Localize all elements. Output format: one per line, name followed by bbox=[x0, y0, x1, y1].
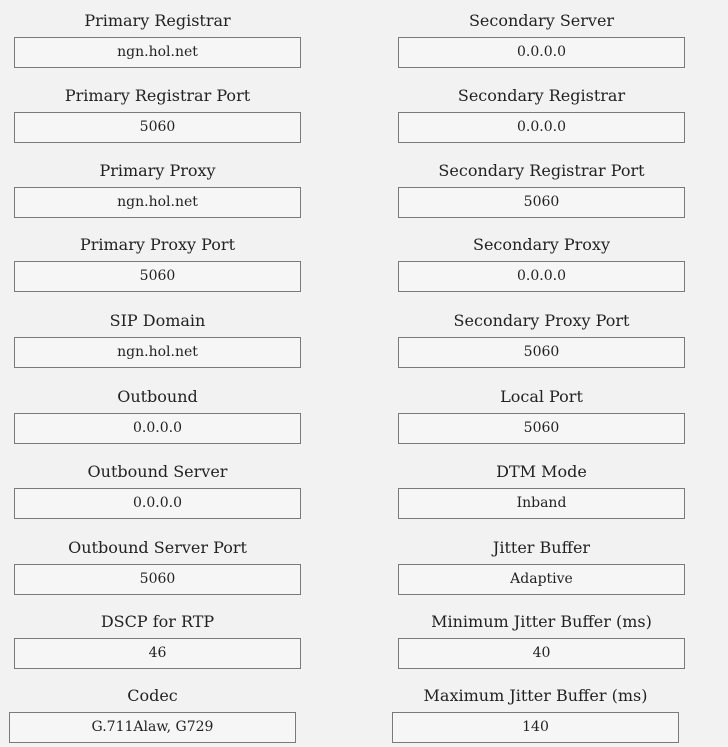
outbound-server-field bbox=[14, 461, 301, 525]
dscp-rtp-field bbox=[14, 611, 301, 675]
secondary-registrar-port-field bbox=[398, 160, 685, 224]
minimum-jitter-buffer-input[interactable]: 40 bbox=[398, 638, 685, 669]
secondary-proxy-input[interactable]: 0.0.0.0 bbox=[398, 261, 685, 292]
jitter-buffer-input[interactable]: Adaptive bbox=[398, 564, 685, 595]
primary-registrar-port-field bbox=[14, 85, 301, 149]
field-label: Codec bbox=[127, 686, 178, 705]
dscp-rtp-input[interactable]: 46 bbox=[14, 638, 301, 669]
secondary-proxy-port-input[interactable]: 5060 bbox=[398, 337, 685, 368]
field-label: Jitter Buffer bbox=[492, 538, 591, 557]
field-label: DSCP for RTP bbox=[100, 612, 215, 631]
primary-registrar-port-input[interactable]: 5060 bbox=[14, 112, 301, 143]
outbound-field bbox=[14, 386, 301, 450]
codec-input[interactable]: G.711Alaw, G729 bbox=[9, 712, 296, 743]
field-label: Secondary Registrar bbox=[457, 86, 626, 105]
field-label: Minimum Jitter Buffer (ms) bbox=[431, 612, 652, 631]
local-port-field bbox=[398, 386, 685, 450]
field-label: Primary Registrar Port bbox=[64, 86, 251, 105]
field-label: Outbound Server Port bbox=[68, 538, 247, 557]
field-label: Secondary Server bbox=[468, 11, 615, 30]
sip-domain-input[interactable]: ngn.hol.net bbox=[14, 337, 301, 368]
secondary-registrar-field bbox=[398, 85, 685, 149]
field-label: Primary Proxy Port bbox=[79, 235, 236, 254]
primary-proxy-port-field bbox=[14, 234, 301, 298]
outbound-server-port-field bbox=[14, 537, 301, 601]
field-label: SIP Domain bbox=[109, 311, 206, 330]
field-label: Secondary Registrar Port bbox=[438, 161, 645, 180]
secondary-proxy-port-field bbox=[398, 310, 685, 374]
secondary-proxy-field bbox=[398, 234, 685, 298]
primary-registrar-input[interactable]: ngn.hol.net bbox=[14, 37, 301, 68]
minimum-jitter-buffer-field bbox=[398, 611, 685, 675]
field-label: Secondary Proxy bbox=[473, 235, 610, 254]
codec-field bbox=[9, 685, 296, 747]
field-label: DTM Mode bbox=[496, 462, 587, 481]
secondary-registrar-input[interactable]: 0.0.0.0 bbox=[398, 112, 685, 143]
field-label: Maximum Jitter Buffer (ms) bbox=[423, 686, 648, 705]
secondary-server-field bbox=[398, 10, 685, 74]
field-label: Primary Registrar bbox=[84, 11, 231, 30]
dtm-mode-input[interactable]: Inband bbox=[398, 488, 685, 519]
field-label: Primary Proxy bbox=[99, 161, 216, 180]
outbound-server-input[interactable]: 0.0.0.0 bbox=[14, 488, 301, 519]
maximum-jitter-buffer-field bbox=[392, 685, 679, 747]
outbound-input[interactable]: 0.0.0.0 bbox=[14, 413, 301, 444]
dtm-mode-field bbox=[398, 461, 685, 525]
jitter-buffer-field bbox=[398, 537, 685, 601]
primary-registrar-field bbox=[14, 10, 301, 74]
field-label: Outbound Server bbox=[87, 462, 228, 481]
field-label: Local Port bbox=[500, 387, 583, 406]
field-label: Secondary Proxy Port bbox=[453, 311, 630, 330]
field-label: Outbound bbox=[117, 387, 198, 406]
outbound-server-port-input[interactable]: 5060 bbox=[14, 564, 301, 595]
primary-proxy-port-input[interactable]: 5060 bbox=[14, 261, 301, 292]
secondary-server-input[interactable]: 0.0.0.0 bbox=[398, 37, 685, 68]
secondary-registrar-port-input[interactable]: 5060 bbox=[398, 187, 685, 218]
primary-proxy-field bbox=[14, 160, 301, 224]
primary-proxy-input[interactable]: ngn.hol.net bbox=[14, 187, 301, 218]
maximum-jitter-buffer-input[interactable]: 140 bbox=[392, 712, 679, 743]
sip-domain-field bbox=[14, 310, 301, 374]
local-port-input[interactable]: 5060 bbox=[398, 413, 685, 444]
